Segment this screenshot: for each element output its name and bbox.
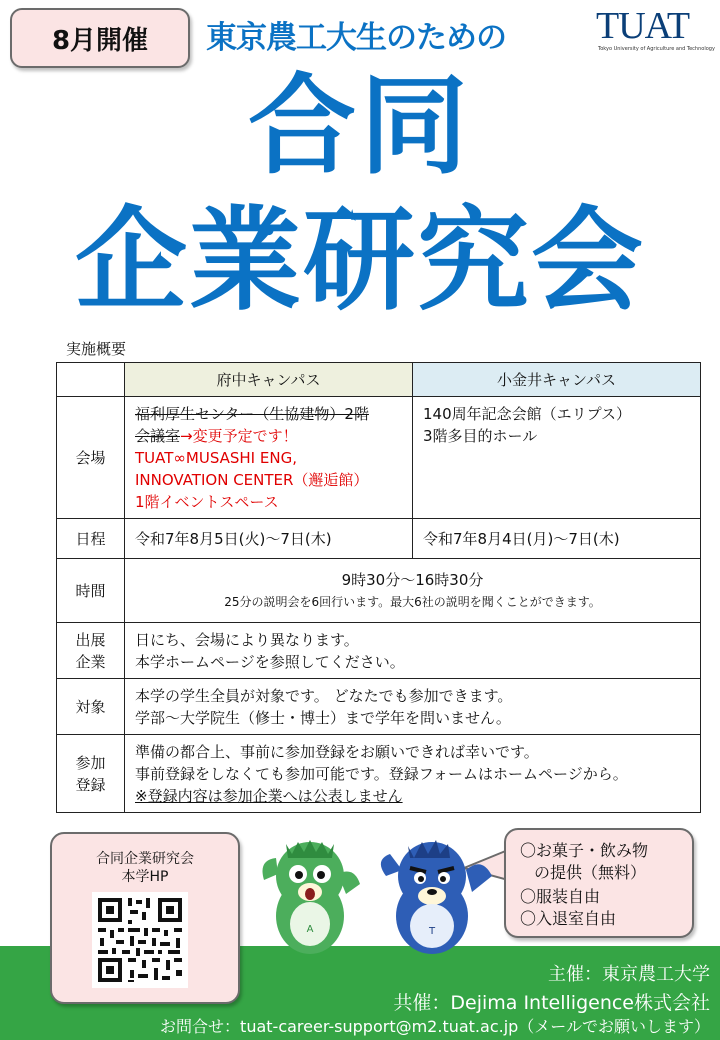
table-row-exhibitors bbox=[57, 623, 701, 679]
venue-koganei-2: 3階多目的ホール bbox=[423, 427, 538, 445]
target-cell bbox=[125, 679, 701, 735]
time-cell bbox=[125, 559, 701, 623]
venue-fuchu-new-3: 1階イベントスペース bbox=[135, 492, 279, 511]
target-line-1: 本学の学生全員が対象です。 どなたでも参加できます。 bbox=[135, 686, 513, 705]
registration-line-3: ※登録内容は参加企業へは公表しません bbox=[135, 786, 403, 805]
time-note: 25分の説明会を6回行います。最大6社の説明を聞くことができます。 bbox=[224, 594, 601, 609]
registration-label-1: 参加 bbox=[75, 753, 106, 772]
poster-subtitle: 東京農工大生のための bbox=[206, 19, 506, 56]
qr-code-icon bbox=[92, 892, 188, 988]
event-info-table bbox=[56, 362, 701, 813]
exhibitors-line-2: 本学ホームページを参照してください。 bbox=[135, 652, 405, 671]
venue-fuchu-old-1: 福利厚生センター（生協建物）2階 bbox=[135, 404, 369, 423]
poster-title-line2: 企業研究会 bbox=[75, 196, 645, 326]
blue-mascot-letter: T bbox=[428, 926, 436, 937]
venue-fuchu-new-2: INNOVATION CENTER（邂逅館） bbox=[135, 470, 369, 489]
table-header-blank bbox=[57, 363, 125, 397]
venue-label: 会場 bbox=[57, 397, 125, 519]
event-month-badge: 8月開催 bbox=[10, 8, 190, 68]
poster-title-line1: 合同 bbox=[247, 64, 472, 189]
blue-mascot-icon bbox=[381, 840, 492, 954]
logo-text: TUAT bbox=[596, 5, 690, 47]
registration-line-2: 事前登録をしなくても参加可能です。登録フォームはホームページから。 bbox=[135, 764, 628, 783]
table-header-row bbox=[57, 363, 701, 397]
logo-caption: Tokyo University of Agriculture and Technology bbox=[598, 46, 715, 52]
venue-fuchu-change-note: →変更予定です！ bbox=[180, 426, 298, 445]
venue-fuchu-old-2: 会議室 bbox=[135, 426, 181, 445]
green-mascot-icon bbox=[263, 840, 361, 954]
venue-fuchu-old-line bbox=[135, 425, 402, 447]
table-header-koganei: 小金井キャンパス bbox=[413, 363, 701, 397]
time-label: 時間 bbox=[57, 559, 125, 623]
tuat-logo bbox=[596, 5, 715, 54]
table-header-fuchu: 府中キャンパス bbox=[125, 363, 413, 397]
time-main: 9時30分～16時30分 bbox=[341, 570, 484, 589]
table-row-venue bbox=[57, 397, 701, 519]
table-row-registration bbox=[57, 735, 701, 813]
amenity-line-2: の提供（無料） bbox=[534, 863, 647, 882]
summary-label: 実施概要 bbox=[66, 340, 127, 358]
qr-label-2: 本学HP bbox=[121, 869, 169, 885]
registration-cell bbox=[125, 735, 701, 813]
registration-label-2: 登録 bbox=[75, 775, 106, 794]
venue-fuchu bbox=[125, 397, 413, 519]
schedule-koganei: 令和7年8月4日(月)～7日(木) bbox=[413, 519, 701, 559]
exhibitors-label-2: 企業 bbox=[75, 652, 106, 671]
venue-koganei-1: 140周年記念会館（エリプス） bbox=[423, 405, 632, 423]
green-mascot-letter: A bbox=[306, 924, 314, 935]
amenities-speech-bubble bbox=[504, 828, 694, 938]
amenity-line-3: 〇服装自由 bbox=[520, 887, 601, 906]
registration-line-1: 準備の都合上、事前に参加登録をお願いできれば幸いです。 bbox=[135, 742, 539, 761]
schedule-fuchu: 令和7年8月5日(火)～7日(木) bbox=[125, 519, 413, 559]
target-line-2: 学部～大学院生（修士・博士）まで学年を問いません。 bbox=[135, 708, 511, 727]
registration-label bbox=[57, 735, 125, 813]
footer-cohost: 共催：Dejima Intelligence株式会社 bbox=[393, 992, 710, 1014]
exhibitors-cell bbox=[125, 623, 701, 679]
venue-fuchu-new-1: TUAT∞MUSASHI ENG, bbox=[135, 448, 297, 467]
exhibitors-label-1: 出展 bbox=[75, 630, 106, 649]
table-row-target bbox=[57, 679, 701, 735]
footer-contact: お問合せ：tuat-career-support@m2.tuat.ac.jp（メールでお願いします） bbox=[160, 1017, 710, 1036]
exhibitors-label bbox=[57, 623, 125, 679]
footer-host: 主催：東京農工大学 bbox=[548, 964, 710, 985]
exhibitors-line-1: 日にち、会場により異なります。 bbox=[135, 630, 359, 649]
target-label: 対象 bbox=[57, 679, 125, 735]
table-row-time bbox=[57, 559, 701, 623]
qr-code[interactable] bbox=[92, 892, 188, 988]
amenity-line-1: 〇お菓子・飲み物 bbox=[520, 841, 649, 860]
table-row-schedule bbox=[57, 519, 701, 559]
qr-label-1: 合同企業研究会 bbox=[96, 851, 194, 867]
schedule-label: 日程 bbox=[57, 519, 125, 559]
qr-card bbox=[50, 832, 240, 1004]
mascot-characters bbox=[262, 836, 502, 956]
venue-koganei bbox=[413, 397, 701, 519]
amenity-line-4: 〇入退室自由 bbox=[520, 909, 617, 928]
